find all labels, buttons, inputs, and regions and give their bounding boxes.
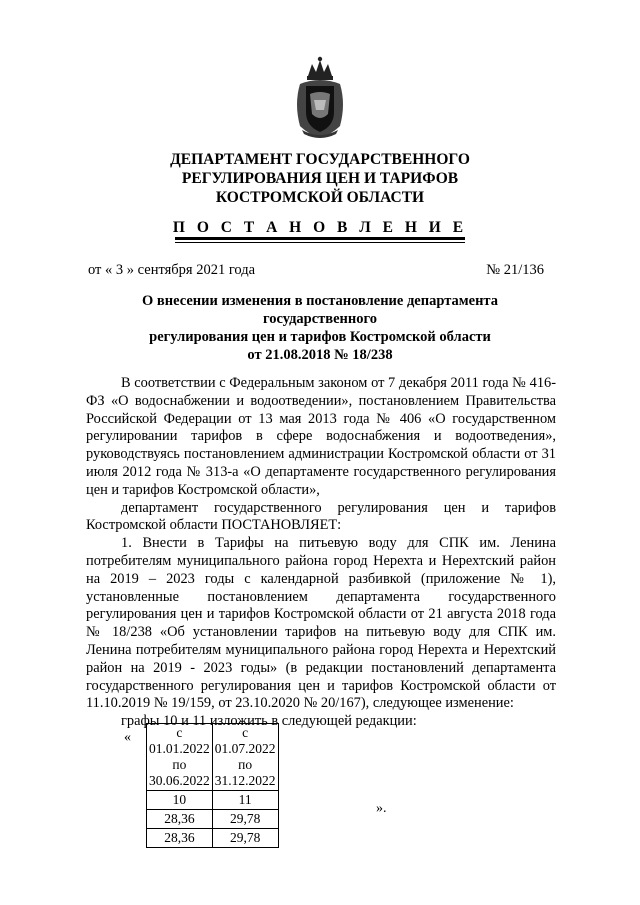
table-row xyxy=(147,791,279,810)
body-paragraph-columns: графы 10 и 11 изложить в следующей редакции: xyxy=(121,713,417,730)
table-cell: с 01.07.2022 по 31.12.2022 xyxy=(212,724,278,791)
subject-line-2: регулирования цен и тарифов Костромской области xyxy=(149,329,491,345)
table-cell: 11 xyxy=(212,791,278,810)
table-row xyxy=(147,810,279,829)
document-type-title: П О С Т А Н О В Л Е Н И Е xyxy=(172,219,468,236)
tariff-table xyxy=(146,723,279,848)
table-cell: с 01.01.2022 по 30.06.2022 xyxy=(147,724,213,791)
coat-of-arms-emblem xyxy=(290,54,350,142)
department-line-1: ДЕПАРТАМЕНТ ГОСУДАРСТВЕННОГО xyxy=(170,151,470,168)
header-divider-thick xyxy=(175,237,465,240)
table-cell: 10 xyxy=(147,791,213,810)
table-cell: 28,36 xyxy=(147,810,213,829)
body-paragraph-item-1: 1. Внести в Тарифы на питьевую воду для СПК им. Ленина потребителям муниципального района город Нерехта и Нерехтский район на 2019 – 2023 годы с календарной разбивкой (приложение № 1), установленные постановлением департамента государственного регулирования цен и тарифов Костромской области от 21 августа 2018 года № 18/238 «Об установлении тарифов на питьевую воду для СПК им. Ленина потребителям муниципального района город Нерехта и Нерехтский район на 2019 - 2023 годы» (в редакции постановлений департамента государственного регулирования цен и тарифов Костромской области от 11.10.2019 № 19/159, от 23.10.2020 № 20/167), следующее изменение: xyxy=(86,535,556,712)
table-row xyxy=(147,724,279,791)
document-subject xyxy=(85,292,555,364)
department-line-2: РЕГУЛИРОВАНИЯ ЦЕН И ТАРИФОВ xyxy=(181,170,459,187)
body-paragraph-resolves: департамент государственного регулирования цен и тарифов Костромской области ПОСТАНОВЛЯЕТ: xyxy=(86,499,556,534)
table-cell: 28,36 xyxy=(147,829,213,848)
table-row xyxy=(147,829,279,848)
department-line-3: КОСТРОМСКОЙ ОБЛАСТИ xyxy=(215,189,425,206)
document-date: от « 3 » сентября 2021 года xyxy=(88,262,256,278)
subject-line-3: от 21.08.2018 № 18/238 xyxy=(247,347,393,363)
header-divider-thin xyxy=(175,242,465,243)
table-cell: 29,78 xyxy=(212,829,278,848)
body-paragraph-preamble: В соответствии с Федеральным законом от 7 декабря 2011 года № 416-ФЗ «О водоснабжении и водоотведении», постановлением Правительства Российской Федерации от 13 мая 2013 года № 406 «О государственном регулировании тарифов в сфере водоснабжения и водоотведения», руководствуясь постановлением администрации Костромской области от 31 июля 2012 года № 313-а «О департаменте государственного регулирования цен и тарифов Костромской области», xyxy=(86,375,556,498)
document-number: № 21/136 xyxy=(486,262,544,278)
department-name xyxy=(150,150,490,207)
table-cell: 29,78 xyxy=(212,810,278,829)
subject-line-1: О внесении изменения в постановление департамента государственного xyxy=(142,293,498,327)
document-body xyxy=(86,375,556,731)
table-quote-close: ». xyxy=(376,801,387,816)
table-quote-open: « xyxy=(124,730,131,745)
